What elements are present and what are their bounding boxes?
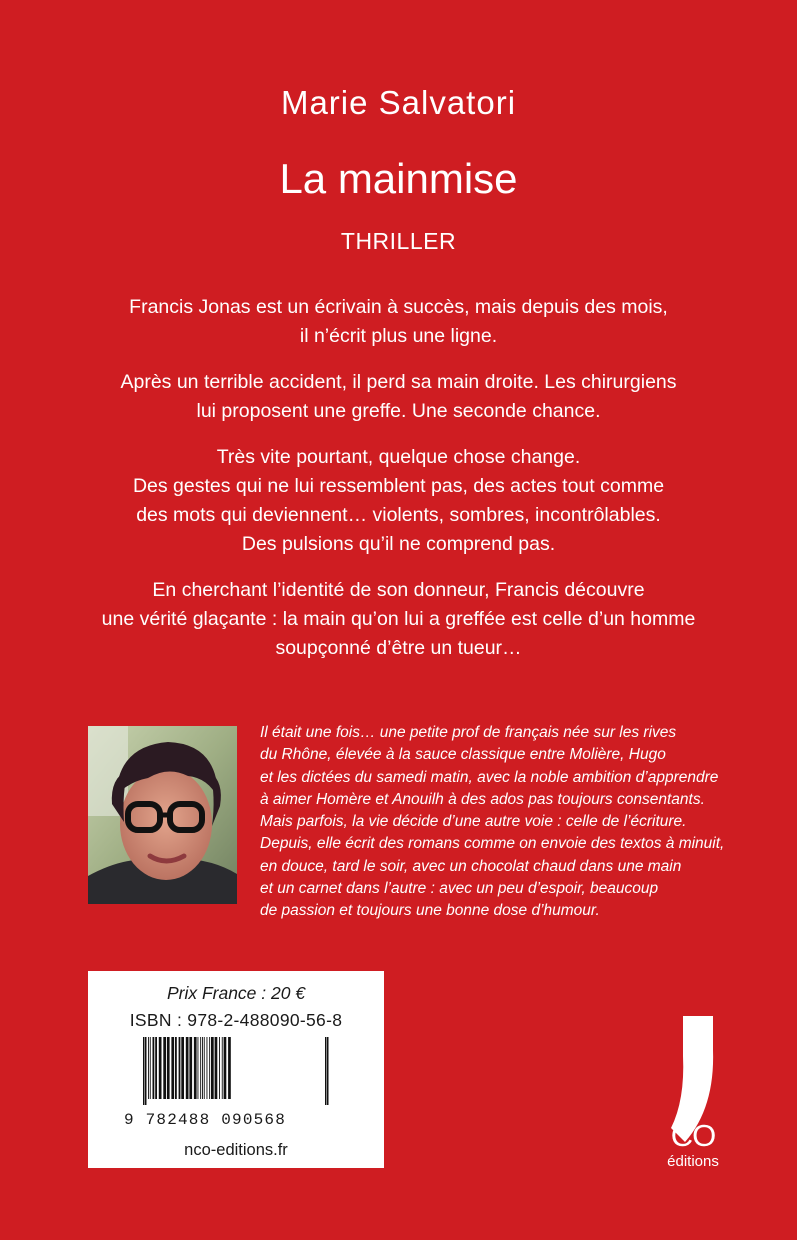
barcode-bar <box>175 1037 177 1099</box>
synopsis-line: Des pulsions qu’il ne comprend pas. <box>241 533 556 555</box>
barcode-bar <box>155 1037 157 1099</box>
synopsis-paragraph <box>40 293 757 351</box>
bio-line: à aimer Homère et Anouilh à des ados pas toujours consentants. <box>260 790 705 808</box>
synopsis-line: Francis Jonas est un écrivain à succès, mais depuis des mois, <box>129 296 668 318</box>
synopsis-line: des mots qui deviennent… violents, sombres, incontrôlables. <box>136 504 661 526</box>
barcode-digits: 9 782488 090568 <box>124 1111 287 1129</box>
synopsis-paragraph <box>40 443 757 559</box>
bio-line: en douce, tard le soir, avec un chocolat chaud dans une main <box>260 857 682 875</box>
barcode-bar <box>167 1037 170 1099</box>
barcode-guard-bar <box>327 1037 329 1105</box>
barcode-bars <box>143 1037 329 1105</box>
barcode-bar <box>198 1037 199 1099</box>
barcode-bar <box>181 1037 184 1099</box>
barcode-bar <box>224 1037 227 1099</box>
bio-line: et un carnet dans l’autre : avec un peu d’espoir, beaucoup <box>260 880 659 898</box>
barcode-bar <box>202 1037 203 1099</box>
barcode-guard-bar <box>143 1037 145 1105</box>
barcode-bar <box>209 1037 210 1099</box>
bio-line: et les dictées du samedi matin, avec la noble ambition d’apprendre <box>260 768 719 786</box>
bio-line: Depuis, elle écrit des romans comme on envoie des textos à minuit, <box>260 835 725 853</box>
barcode-bar <box>228 1037 231 1099</box>
synopsis-line: Des gestes qui ne lui ressemblent pas, des actes tout comme <box>132 475 665 497</box>
barcode-guard-bar <box>325 1037 327 1105</box>
barcode-bar <box>211 1037 214 1099</box>
synopsis-line: une vérité glaçante : la main qu’on lui a greffée est celle d’un homme <box>101 608 696 630</box>
publisher-website: nco-editions.fr <box>184 1141 288 1159</box>
barcode-bar <box>179 1037 181 1099</box>
bio-line: Il était une fois… une petite prof de français née sur les rives <box>260 724 677 741</box>
barcode-bar <box>194 1037 197 1099</box>
price-label: Prix France : 20 € <box>166 983 306 1003</box>
author-photo <box>88 726 237 904</box>
barcode-bar <box>148 1037 149 1099</box>
author-biography <box>260 722 770 923</box>
barcode-bar <box>186 1037 189 1099</box>
barcode-bar <box>163 1037 166 1099</box>
synopsis-paragraph <box>40 576 757 663</box>
book-title: La mainmise <box>279 155 518 202</box>
synopsis <box>40 293 757 680</box>
barcode-bar <box>219 1037 220 1099</box>
bio-line: du Rhône, élevée à la sauce classique entre Molière, Hugo <box>260 746 666 764</box>
synopsis-line: Très vite pourtant, quelque chose change. <box>216 446 581 468</box>
synopsis-paragraph <box>40 368 757 426</box>
barcode-bar <box>215 1037 218 1099</box>
synopsis-line: soupçonné d’être un tueur… <box>275 637 522 659</box>
author-name: Marie Salvatori <box>280 84 517 121</box>
isbn-label: ISBN : 978-2-488090-56-8 <box>129 1010 343 1030</box>
publisher-logo-text: CO <box>670 1118 716 1153</box>
barcode-bar <box>204 1037 205 1099</box>
barcode-bar <box>200 1037 201 1099</box>
barcode-bar <box>222 1037 223 1099</box>
genre-label: THRILLER <box>340 228 457 254</box>
barcode-bar <box>153 1037 155 1099</box>
barcode-bar <box>159 1037 162 1099</box>
synopsis-line: il n’écrit plus une ligne. <box>299 325 498 347</box>
barcode-bar <box>171 1037 174 1099</box>
author-portrait-image <box>88 726 237 904</box>
publisher-logo-subtext: éditions <box>667 1153 719 1170</box>
barcode-bar <box>150 1037 151 1099</box>
barcode-bar <box>207 1037 208 1099</box>
synopsis-line: lui proposent une greffe. Une seconde chance. <box>196 400 601 422</box>
synopsis-line: En cherchant l’identité de son donneur, Francis découvre <box>152 579 645 601</box>
bio-line: de passion et toujours une bonne dose d’humour. <box>260 902 600 920</box>
bio-line: Mais parfois, la vie décide d’une autre voie : celle de l’écriture. <box>260 813 687 831</box>
synopsis-line: Après un terrible accident, il perd sa main droite. Les chirurgiens <box>120 371 677 393</box>
barcode-guard-bar <box>145 1037 147 1105</box>
barcode-panel <box>88 971 384 1168</box>
barcode-bar <box>189 1037 192 1099</box>
